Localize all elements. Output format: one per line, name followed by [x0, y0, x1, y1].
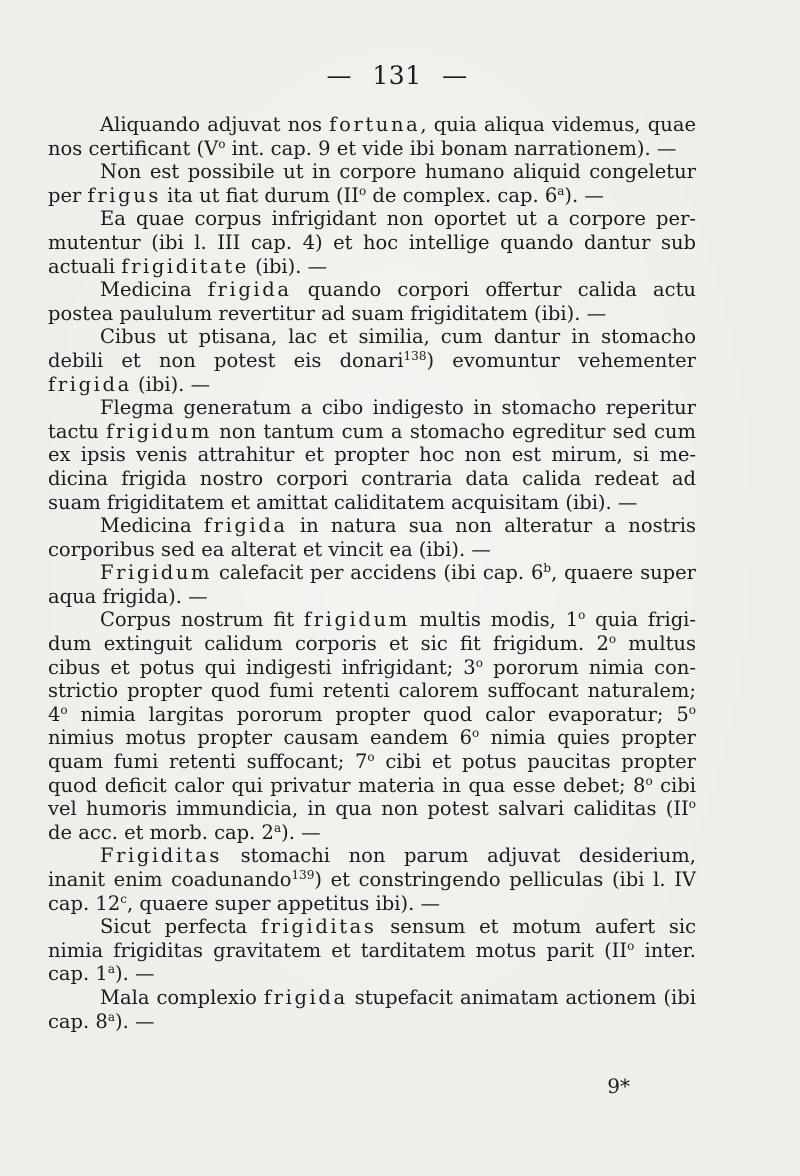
- paragraph-p7: [48, 514, 696, 561]
- text-segment: de complex. cap. 6: [366, 183, 558, 207]
- text-segment: , quia aliqua videmus, quae nos certificant (V: [48, 113, 696, 160]
- text-segment: non tantum cum a stomacho egreditur sed cum ex ipsis venis attrahitur et propter hoc non est mirum, si medicina frigida nostro corpori contraria data calida redeat ad suam frigiditatem et amittat caliditatem acquisitam (ibi). —: [48, 419, 696, 514]
- superscript: a: [273, 820, 282, 835]
- superscript: a: [107, 1009, 115, 1024]
- superscript: o: [627, 938, 635, 953]
- superscript: c: [120, 891, 127, 906]
- text-segment: ) evomuntur vehementer: [426, 348, 696, 372]
- superscript: o: [688, 797, 696, 812]
- text-segment: multus cibus et potus qui indigesti infrigidant; 3: [48, 632, 696, 679]
- spaced-term: frigidum: [303, 608, 410, 632]
- superscript: 138: [403, 348, 427, 363]
- text-segment: ) et constringendo pelliculas (ibi l. IV cap. 12: [48, 868, 696, 915]
- spaced-term: frigus: [87, 183, 161, 207]
- superscript: a: [557, 183, 565, 198]
- page-number: 131: [372, 61, 422, 90]
- text-segment: cibi et potus paucitas propter quod deficit calor qui privatur materia in qua esse debet; 8: [48, 750, 696, 797]
- text-segment: ita ut fiat durum (II: [160, 183, 359, 207]
- text-segment: sensum et motum aufert sic nimia frigiditas gravitatem et tarditatem motus parit (II: [48, 915, 696, 962]
- header-dash-left: —: [326, 61, 352, 90]
- text-segment: nimius motus propter causam eandem 6: [48, 726, 473, 750]
- text-segment: inter. cap. 1: [48, 938, 697, 986]
- text-segment: multis modis, 1: [409, 608, 579, 632]
- text-segment: ). —: [115, 1009, 155, 1033]
- spaced-term: frigida: [263, 985, 348, 1009]
- text-segment: quando corpori offertur calida actu postea paululum revertitur ad suam frigiditatem (ibi). —: [48, 278, 696, 325]
- text-segment: int. cap. 9 et vide ibi bonam narrationem). —: [225, 136, 677, 160]
- superscript: o: [578, 608, 586, 623]
- superscript: a: [107, 962, 115, 977]
- text-segment: cibi vel humoris immundicia, in qua non potest salvari caliditas (II: [48, 773, 697, 821]
- text-segment: (ibi). —: [131, 372, 211, 396]
- page-header: [98, 62, 696, 96]
- paragraph-p8: [48, 561, 696, 608]
- paragraph-p11: [48, 915, 696, 986]
- superscript: o: [358, 183, 367, 198]
- signature-mark: 9*: [607, 1074, 630, 1098]
- paragraph-p5: [48, 325, 696, 396]
- paragraph-p1: [48, 113, 696, 160]
- text-segment: Corpus nostrum fit: [100, 608, 304, 632]
- superscript: o: [608, 632, 617, 647]
- spaced-term: frigida: [48, 372, 132, 396]
- spaced-term: frigida: [207, 278, 292, 302]
- text-segment: Flegma generatum a cibo indigesto in stomacho reperitur tactu: [48, 396, 696, 443]
- text-segment: calefacit per accidens (ibi cap. 6: [212, 561, 544, 585]
- text-segment: Aliquando adjuvat nos: [100, 113, 330, 136]
- text-segment: Sicut perfecta: [100, 915, 261, 939]
- text-segment: quia frigidum extinguit calidum corporis et sic fit frigidum. 2: [48, 608, 697, 656]
- superscript: 139: [291, 868, 315, 882]
- superscript: o: [367, 750, 375, 765]
- superscript: o: [688, 702, 696, 717]
- text-segment: Mala complexio: [100, 985, 264, 1009]
- spaced-term: frigidum: [106, 419, 212, 443]
- text-segment: , quaere super appetitus ibi). —: [126, 891, 441, 915]
- text-segment: pororum nimia constrictio propter quod fumi retenti calorem suffocant naturalem; 4: [48, 655, 696, 726]
- spaced-term: Frigiditas: [100, 844, 222, 868]
- text-segment: , quaere super aqua frigida). —: [48, 561, 697, 608]
- text-segment: ). —: [115, 962, 155, 986]
- spaced-term: fortuna: [329, 113, 421, 136]
- text-segment: Cibus ut ptisana, lac et similia, cum dantur in stomacho debili et non potest eis donari: [48, 325, 696, 372]
- paragraph-p9: [48, 608, 696, 844]
- superscript: b: [543, 561, 552, 576]
- text-segment: stomachi non parum adjuvat desiderium, inanit enim coadunando: [48, 844, 696, 891]
- text-segment: Ea quae corpus infrigidant non oportet ut a corpore permutentur (ibi l. III cap. 4) et hoc intellige quando dantur sub actuali: [48, 207, 696, 278]
- text-segment: nimia largitas pororum propter quod calor evaporatur; 5: [67, 702, 689, 726]
- superscript: o: [60, 702, 68, 717]
- spaced-term: frigida: [203, 514, 288, 538]
- text-segment: de acc. et morb. cap. 2: [48, 820, 274, 844]
- paragraph-p2: [48, 160, 696, 207]
- header-dash-right: —: [442, 61, 468, 90]
- paragraph-p12: [48, 986, 696, 1033]
- text-segment: Medicina: [100, 514, 204, 538]
- superscript: o: [218, 136, 226, 151]
- superscript: o: [472, 726, 480, 741]
- text-segment: ). —: [564, 183, 604, 207]
- superscript: o: [645, 773, 653, 788]
- spaced-term: frigiditate: [121, 254, 249, 278]
- text-segment: (ibi). —: [248, 254, 328, 278]
- text-segment: in natura sua non alteratur a nostris corporibus sed ea alterat et vincit ea (ibi). —: [48, 514, 696, 561]
- spaced-term: frigiditas: [260, 915, 377, 939]
- body-text: [48, 113, 696, 1033]
- paragraph-p10: [48, 844, 696, 915]
- superscript: o: [475, 655, 483, 670]
- text-segment: ). —: [281, 820, 321, 844]
- paragraph-p4: [48, 278, 696, 325]
- text-segment: nimia quies propter quam fumi retenti suffocant; 7: [48, 726, 697, 774]
- paragraph-p3: [48, 207, 696, 278]
- paragraph-p6: [48, 396, 696, 514]
- spaced-term: Frigidum: [100, 561, 213, 585]
- text-segment: Non est possibile ut in corpore humano aliquid congeletur per: [48, 160, 696, 207]
- text-segment: stupefacit animatam actionem (ibi cap. 8: [48, 985, 696, 1033]
- text-segment: Medicina: [100, 278, 208, 302]
